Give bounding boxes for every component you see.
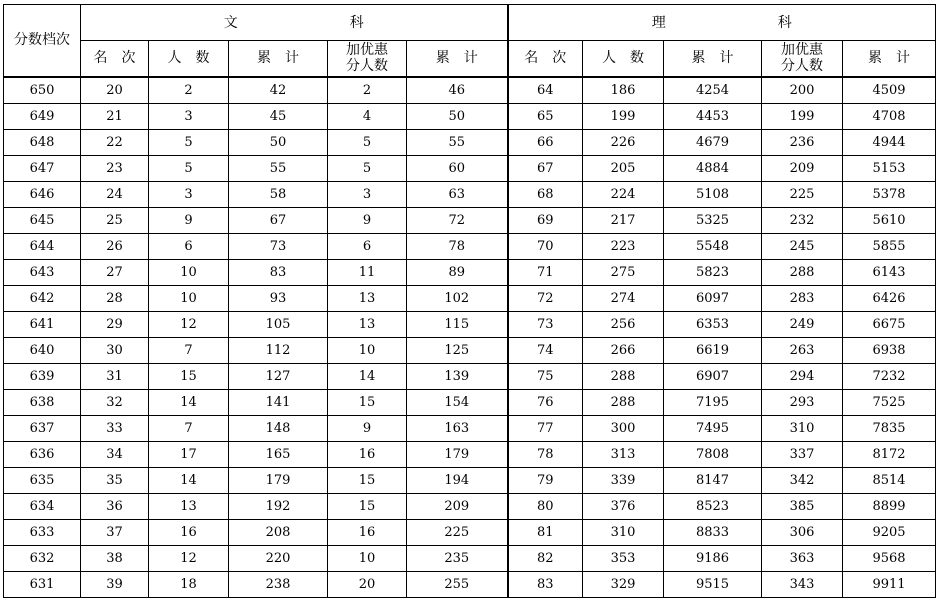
table-cell: 225 bbox=[407, 519, 508, 545]
table-cell: 148 bbox=[229, 415, 328, 441]
table-cell: 46 bbox=[407, 77, 508, 104]
liberal-arts-header bbox=[81, 5, 508, 41]
table-cell: 78 bbox=[508, 441, 583, 467]
table-cell: 6 bbox=[149, 233, 229, 259]
score-cell: 645 bbox=[4, 207, 81, 233]
table-cell: 27 bbox=[81, 259, 149, 285]
score-cell: 642 bbox=[4, 285, 81, 311]
group-header-row bbox=[4, 5, 936, 41]
table-cell: 81 bbox=[508, 519, 583, 545]
table-cell: 77 bbox=[508, 415, 583, 441]
table-cell: 263 bbox=[762, 337, 843, 363]
table-cell: 165 bbox=[229, 441, 328, 467]
table-cell: 73 bbox=[508, 311, 583, 337]
table-cell: 50 bbox=[229, 129, 328, 155]
table-cell: 208 bbox=[229, 519, 328, 545]
liberal-arts-bonus-count-header: 加优惠 分人数 bbox=[328, 41, 407, 77]
score-cell: 631 bbox=[4, 571, 81, 597]
table-cell: 163 bbox=[407, 415, 508, 441]
table-cell: 13 bbox=[149, 493, 229, 519]
table-cell: 199 bbox=[583, 103, 664, 129]
table-cell: 5823 bbox=[664, 259, 762, 285]
table-cell: 78 bbox=[407, 233, 508, 259]
table-cell: 9515 bbox=[664, 571, 762, 597]
score-cell: 632 bbox=[4, 545, 81, 571]
science-bonus-count-header: 加优惠 分人数 bbox=[762, 41, 843, 77]
science-rank-header: 名 次 bbox=[508, 41, 583, 77]
table-cell: 209 bbox=[762, 155, 843, 181]
table-cell: 5325 bbox=[664, 207, 762, 233]
table-cell: 4884 bbox=[664, 155, 762, 181]
table-row bbox=[4, 77, 936, 104]
liberal-arts-header-char2: 科 bbox=[349, 14, 364, 31]
table-cell: 6907 bbox=[664, 363, 762, 389]
table-cell: 313 bbox=[583, 441, 664, 467]
score-cell: 641 bbox=[4, 311, 81, 337]
table-cell: 102 bbox=[407, 285, 508, 311]
table-cell: 339 bbox=[583, 467, 664, 493]
table-cell: 9 bbox=[149, 207, 229, 233]
score-cell: 637 bbox=[4, 415, 81, 441]
table-cell: 306 bbox=[762, 519, 843, 545]
score-level-header: 分数档次 bbox=[4, 5, 81, 77]
table-cell: 70 bbox=[508, 233, 583, 259]
table-cell: 35 bbox=[81, 467, 149, 493]
table-body bbox=[4, 77, 936, 598]
table-cell: 10 bbox=[328, 545, 407, 571]
table-cell: 293 bbox=[762, 389, 843, 415]
table-cell: 69 bbox=[508, 207, 583, 233]
table-cell: 5 bbox=[149, 155, 229, 181]
score-cell: 633 bbox=[4, 519, 81, 545]
table-cell: 74 bbox=[508, 337, 583, 363]
table-cell: 6353 bbox=[664, 311, 762, 337]
table-cell: 4944 bbox=[843, 129, 936, 155]
table-cell: 10 bbox=[149, 259, 229, 285]
table-cell: 5108 bbox=[664, 181, 762, 207]
liberal-arts-cumulative-header: 累 计 bbox=[229, 41, 328, 77]
table-cell: 220 bbox=[229, 545, 328, 571]
table-cell: 4679 bbox=[664, 129, 762, 155]
table-cell: 23 bbox=[81, 155, 149, 181]
table-row bbox=[4, 441, 936, 467]
table-row bbox=[4, 285, 936, 311]
table-cell: 18 bbox=[149, 571, 229, 597]
table-row bbox=[4, 103, 936, 129]
table-cell: 5 bbox=[149, 129, 229, 155]
table-cell: 5610 bbox=[843, 207, 936, 233]
table-cell: 294 bbox=[762, 363, 843, 389]
table-cell: 179 bbox=[407, 441, 508, 467]
science-bonus-cumulative-header: 累 计 bbox=[843, 41, 936, 77]
science-header bbox=[508, 5, 936, 41]
table-row bbox=[4, 207, 936, 233]
table-cell: 55 bbox=[229, 155, 328, 181]
table-cell: 192 bbox=[229, 493, 328, 519]
score-cell: 639 bbox=[4, 363, 81, 389]
table-cell: 283 bbox=[762, 285, 843, 311]
table-cell: 5855 bbox=[843, 233, 936, 259]
score-cell: 647 bbox=[4, 155, 81, 181]
table-cell: 115 bbox=[407, 311, 508, 337]
table-cell: 17 bbox=[149, 441, 229, 467]
score-cell: 644 bbox=[4, 233, 81, 259]
table-cell: 288 bbox=[583, 389, 664, 415]
table-cell: 5153 bbox=[843, 155, 936, 181]
table-cell: 39 bbox=[81, 571, 149, 597]
table-cell: 79 bbox=[508, 467, 583, 493]
table-cell: 75 bbox=[508, 363, 583, 389]
table-cell: 105 bbox=[229, 311, 328, 337]
table-row bbox=[4, 545, 936, 571]
table-cell: 22 bbox=[81, 129, 149, 155]
table-cell: 4509 bbox=[843, 77, 936, 104]
table-cell: 32 bbox=[81, 389, 149, 415]
table-cell: 28 bbox=[81, 285, 149, 311]
table-cell: 4 bbox=[328, 103, 407, 129]
table-row bbox=[4, 155, 936, 181]
table-cell: 63 bbox=[407, 181, 508, 207]
score-cell: 646 bbox=[4, 181, 81, 207]
table-row bbox=[4, 233, 936, 259]
table-cell: 58 bbox=[229, 181, 328, 207]
table-cell: 15 bbox=[149, 363, 229, 389]
score-cell: 648 bbox=[4, 129, 81, 155]
table-cell: 266 bbox=[583, 337, 664, 363]
table-row bbox=[4, 129, 936, 155]
table-cell: 8147 bbox=[664, 467, 762, 493]
table-cell: 6938 bbox=[843, 337, 936, 363]
table-cell: 223 bbox=[583, 233, 664, 259]
table-cell: 5548 bbox=[664, 233, 762, 259]
table-row bbox=[4, 259, 936, 285]
table-cell: 8514 bbox=[843, 467, 936, 493]
table-cell: 9911 bbox=[843, 571, 936, 597]
table-cell: 9 bbox=[328, 207, 407, 233]
table-cell: 72 bbox=[407, 207, 508, 233]
table-cell: 24 bbox=[81, 181, 149, 207]
table-cell: 5 bbox=[328, 155, 407, 181]
table-cell: 67 bbox=[229, 207, 328, 233]
table-cell: 29 bbox=[81, 311, 149, 337]
table-cell: 42 bbox=[229, 77, 328, 104]
table-cell: 232 bbox=[762, 207, 843, 233]
score-cell: 643 bbox=[4, 259, 81, 285]
table-cell: 16 bbox=[328, 519, 407, 545]
table-cell: 38 bbox=[81, 545, 149, 571]
table-cell: 7495 bbox=[664, 415, 762, 441]
table-cell: 9 bbox=[328, 415, 407, 441]
table-cell: 205 bbox=[583, 155, 664, 181]
table-cell: 2 bbox=[149, 77, 229, 104]
liberal-arts-bonus-cumulative-header: 累 计 bbox=[407, 41, 508, 77]
score-cell: 636 bbox=[4, 441, 81, 467]
table-cell: 3 bbox=[149, 103, 229, 129]
table-cell: 288 bbox=[762, 259, 843, 285]
table-cell: 7835 bbox=[843, 415, 936, 441]
table-cell: 7195 bbox=[664, 389, 762, 415]
table-row bbox=[4, 181, 936, 207]
table-cell: 225 bbox=[762, 181, 843, 207]
table-cell: 5378 bbox=[843, 181, 936, 207]
table-cell: 6143 bbox=[843, 259, 936, 285]
table-cell: 217 bbox=[583, 207, 664, 233]
table-cell: 68 bbox=[508, 181, 583, 207]
table-cell: 37 bbox=[81, 519, 149, 545]
table-row bbox=[4, 493, 936, 519]
table-cell: 245 bbox=[762, 233, 843, 259]
table-cell: 25 bbox=[81, 207, 149, 233]
table-cell: 224 bbox=[583, 181, 664, 207]
table-row bbox=[4, 363, 936, 389]
table-cell: 186 bbox=[583, 77, 664, 104]
table-row bbox=[4, 389, 936, 415]
science-count-header: 人 数 bbox=[583, 41, 664, 77]
table-cell: 93 bbox=[229, 285, 328, 311]
table-cell: 11 bbox=[328, 259, 407, 285]
table-cell: 7 bbox=[149, 415, 229, 441]
table-cell: 249 bbox=[762, 311, 843, 337]
table-cell: 14 bbox=[149, 389, 229, 415]
table-cell: 55 bbox=[407, 129, 508, 155]
table-cell: 83 bbox=[508, 571, 583, 597]
score-cell: 638 bbox=[4, 389, 81, 415]
table-cell: 15 bbox=[328, 467, 407, 493]
table-cell: 4708 bbox=[843, 103, 936, 129]
table-cell: 6619 bbox=[664, 337, 762, 363]
table-cell: 2 bbox=[328, 77, 407, 104]
table-cell: 66 bbox=[508, 129, 583, 155]
table-cell: 16 bbox=[149, 519, 229, 545]
table-row bbox=[4, 571, 936, 597]
table-cell: 154 bbox=[407, 389, 508, 415]
table-cell: 376 bbox=[583, 493, 664, 519]
liberal-arts-count-header: 人 数 bbox=[149, 41, 229, 77]
liberal-arts-header-char1: 文 bbox=[223, 14, 238, 31]
table-cell: 235 bbox=[407, 545, 508, 571]
table-cell: 209 bbox=[407, 493, 508, 519]
table-cell: 8899 bbox=[843, 493, 936, 519]
table-cell: 329 bbox=[583, 571, 664, 597]
table-cell: 337 bbox=[762, 441, 843, 467]
table-cell: 72 bbox=[508, 285, 583, 311]
table-cell: 20 bbox=[328, 571, 407, 597]
table-cell: 65 bbox=[508, 103, 583, 129]
table-cell: 9568 bbox=[843, 545, 936, 571]
score-cell: 635 bbox=[4, 467, 81, 493]
table-cell: 8833 bbox=[664, 519, 762, 545]
table-cell: 7 bbox=[149, 337, 229, 363]
score-cell: 649 bbox=[4, 103, 81, 129]
science-header-char2: 科 bbox=[777, 14, 792, 31]
table-cell: 80 bbox=[508, 493, 583, 519]
table-cell: 238 bbox=[229, 571, 328, 597]
table-cell: 9186 bbox=[664, 545, 762, 571]
table-cell: 6675 bbox=[843, 311, 936, 337]
table-cell: 34 bbox=[81, 441, 149, 467]
table-cell: 13 bbox=[328, 311, 407, 337]
table-cell: 141 bbox=[229, 389, 328, 415]
table-cell: 4453 bbox=[664, 103, 762, 129]
table-cell: 7525 bbox=[843, 389, 936, 415]
table-row bbox=[4, 337, 936, 363]
table-cell: 15 bbox=[328, 389, 407, 415]
table-cell: 10 bbox=[149, 285, 229, 311]
table-cell: 15 bbox=[328, 493, 407, 519]
table-cell: 30 bbox=[81, 337, 149, 363]
table-cell: 89 bbox=[407, 259, 508, 285]
table-cell: 127 bbox=[229, 363, 328, 389]
table-cell: 6097 bbox=[664, 285, 762, 311]
table-row bbox=[4, 415, 936, 441]
table-cell: 8172 bbox=[843, 441, 936, 467]
table-cell: 4254 bbox=[664, 77, 762, 104]
table-cell: 21 bbox=[81, 103, 149, 129]
table-row bbox=[4, 519, 936, 545]
table-cell: 6426 bbox=[843, 285, 936, 311]
science-header-char1: 理 bbox=[651, 14, 666, 31]
table-cell: 255 bbox=[407, 571, 508, 597]
table-cell: 12 bbox=[149, 311, 229, 337]
table-cell: 73 bbox=[229, 233, 328, 259]
table-cell: 71 bbox=[508, 259, 583, 285]
table-cell: 343 bbox=[762, 571, 843, 597]
table-cell: 20 bbox=[81, 77, 149, 104]
table-cell: 8523 bbox=[664, 493, 762, 519]
table-cell: 33 bbox=[81, 415, 149, 441]
table-cell: 288 bbox=[583, 363, 664, 389]
sub-header-row bbox=[4, 41, 936, 77]
table-cell: 82 bbox=[508, 545, 583, 571]
table-cell: 310 bbox=[583, 519, 664, 545]
table-cell: 274 bbox=[583, 285, 664, 311]
table-cell: 139 bbox=[407, 363, 508, 389]
table-cell: 199 bbox=[762, 103, 843, 129]
science-cumulative-header: 累 计 bbox=[664, 41, 762, 77]
table-cell: 194 bbox=[407, 467, 508, 493]
table-cell: 7232 bbox=[843, 363, 936, 389]
table-cell: 200 bbox=[762, 77, 843, 104]
table-cell: 7808 bbox=[664, 441, 762, 467]
table-cell: 12 bbox=[149, 545, 229, 571]
table-cell: 275 bbox=[583, 259, 664, 285]
table-cell: 226 bbox=[583, 129, 664, 155]
table-cell: 5 bbox=[328, 129, 407, 155]
liberal-arts-rank-header: 名 次 bbox=[81, 41, 149, 77]
score-cell: 640 bbox=[4, 337, 81, 363]
table-cell: 13 bbox=[328, 285, 407, 311]
table-cell: 256 bbox=[583, 311, 664, 337]
table-cell: 179 bbox=[229, 467, 328, 493]
table-cell: 64 bbox=[508, 77, 583, 104]
score-table bbox=[3, 4, 936, 598]
table-cell: 363 bbox=[762, 545, 843, 571]
table-cell: 10 bbox=[328, 337, 407, 363]
table-cell: 9205 bbox=[843, 519, 936, 545]
table-cell: 26 bbox=[81, 233, 149, 259]
table-cell: 6 bbox=[328, 233, 407, 259]
table-cell: 36 bbox=[81, 493, 149, 519]
table-cell: 76 bbox=[508, 389, 583, 415]
table-cell: 3 bbox=[149, 181, 229, 207]
table-cell: 60 bbox=[407, 155, 508, 181]
table-cell: 125 bbox=[407, 337, 508, 363]
table-cell: 353 bbox=[583, 545, 664, 571]
table-cell: 31 bbox=[81, 363, 149, 389]
table-cell: 67 bbox=[508, 155, 583, 181]
table-cell: 342 bbox=[762, 467, 843, 493]
table-cell: 385 bbox=[762, 493, 843, 519]
table-cell: 50 bbox=[407, 103, 508, 129]
table-cell: 236 bbox=[762, 129, 843, 155]
table-cell: 45 bbox=[229, 103, 328, 129]
score-cell: 650 bbox=[4, 77, 81, 104]
table-cell: 300 bbox=[583, 415, 664, 441]
table-cell: 3 bbox=[328, 181, 407, 207]
table-cell: 112 bbox=[229, 337, 328, 363]
table-cell: 16 bbox=[328, 441, 407, 467]
table-row bbox=[4, 311, 936, 337]
table-row bbox=[4, 467, 936, 493]
score-cell: 634 bbox=[4, 493, 81, 519]
table-cell: 310 bbox=[762, 415, 843, 441]
table-cell: 14 bbox=[149, 467, 229, 493]
table-cell: 83 bbox=[229, 259, 328, 285]
table-cell: 14 bbox=[328, 363, 407, 389]
